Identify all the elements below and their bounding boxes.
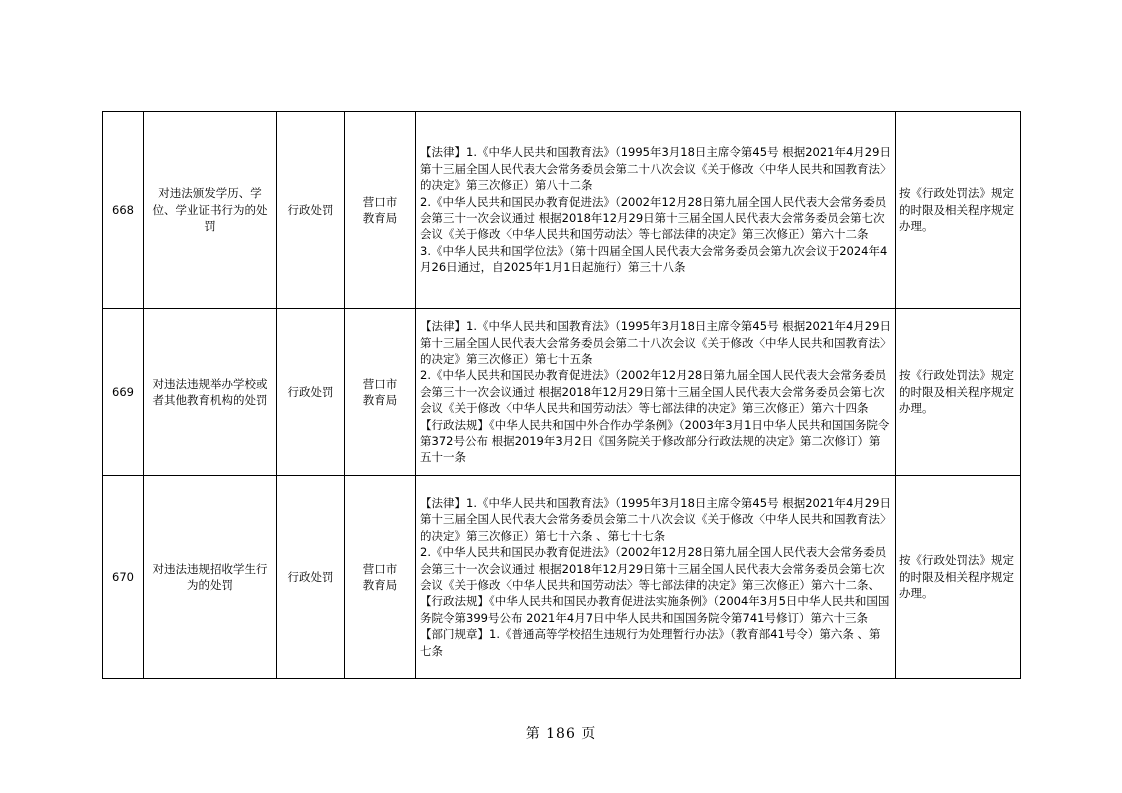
basis-paragraph: 【法律】1.《中华人民共和国教育法》（1995年3月18日主席令第45号 根据2021年4月29日第十三届全国人民代表大会常务委员会第二十八次会议《关于修改〈中华人民共和国教育法〉的决定》第三次修正）第七十六条 、第七十七条 <box>420 495 891 543</box>
procedure-note: 按《行政处罚法》规定的时限及相关程序规定办理。 <box>896 476 1021 679</box>
enforcement-table <box>102 111 1021 679</box>
row-number: 668 <box>103 112 144 309</box>
table-row <box>103 476 1021 679</box>
basis-paragraph: 【行政法规】《中华人民共和国中外合作办学条例》（2003年3月1日中华人民共和国国务院令第372号公布 根据2019年3月2日《国务院关于修改部分行政法规的决定》第二次修订）第五十一条 <box>420 417 890 465</box>
org-line: 教育局 <box>362 393 398 407</box>
org-line: 教育局 <box>362 578 398 592</box>
basis-paragraph: 2.《中华人民共和国民办教育促进法》（2002年12月28日第九届全国人民代表大会常务委员会第三十一次会议通过 根据2018年12月29日第十三届全国人民代表大会常务委员会第七次会议《关于修改〈中华人民共和国劳动法〉等七部法律的决定》第三次修正）第六十二条 <box>420 194 887 242</box>
procedure-note: 按《行政处罚法》规定的时限及相关程序规定办理。 <box>896 112 1021 309</box>
item-type: 行政处罚 <box>277 112 345 309</box>
table-row <box>103 112 1021 309</box>
item-name: 对违法违规举办学校或者其他教育机构的处罚 <box>144 309 277 476</box>
item-name: 对违法颁发学历、学位、学业证书行为的处罚 <box>144 112 277 309</box>
org-line: 教育局 <box>362 211 398 225</box>
table-row <box>103 309 1021 476</box>
basis-paragraph: 【法律】1.《中华人民共和国教育法》（1995年3月18日主席令第45号 根据2021年4月29日第十三届全国人民代表大会常务委员会第二十八次会议《关于修改〈中华人民共和国教育法〉的决定》第三次修正）第八十二条 <box>420 145 891 193</box>
basis-paragraph: 2.《中华人民共和国民办教育促进法》（2002年12月28日第九届全国人民代表大会常务委员会第三十一次会议通过 根据2018年12月29日第十三届全国人民代表大会常务委员会第七次会议《关于修改〈中华人民共和国劳动法〉等七部法律的决定》第三次修正）第六十四条 <box>420 368 887 416</box>
basis-paragraph: 【法律】1.《中华人民共和国教育法》（1995年3月18日主席令第45号 根据2021年4月29日第十三届全国人民代表大会常务委员会第二十八次会议《关于修改〈中华人民共和国教育法〉的决定》第三次修正）第七十五条 <box>420 319 891 366</box>
responsible-org <box>345 476 416 679</box>
legal-basis <box>416 476 896 679</box>
item-type: 行政处罚 <box>277 476 345 679</box>
basis-paragraph: 3.《中华人民共和国学位法》（第十四届全国人民代表大会常务委员会第九次会议于2024年4月26日通过，自2025年1月1日起施行）第三十八条 <box>420 243 888 275</box>
item-type: 行政处罚 <box>277 309 345 476</box>
responsible-org <box>345 309 416 476</box>
basis-paragraph: 2.《中华人民共和国民办教育促进法》（2002年12月28日第九届全国人民代表大会常务委员会第三十一次会议通过 根据2018年12月29日第十三届全国人民代表大会常务委员会第七次会议《关于修改〈中华人民共和国劳动法〉等七部法律的决定》第三次修正）第六十二条、 <box>420 545 887 592</box>
basis-paragraph: 【部门规章】1.《普通高等学校招生违规行为处理暂行办法》（教育部41号令）第六条 、第七条 <box>420 627 881 658</box>
row-number: 670 <box>103 476 144 679</box>
legal-basis <box>416 112 896 309</box>
row-number: 669 <box>103 309 144 476</box>
org-line: 营口市 <box>362 376 398 391</box>
basis-paragraph: 【行政法规】《中华人民共和国民办教育促进法实施条例》（2004年3月5日中华人民共和国国务院令第399号公布 2021年4月7日中华人民共和国国务院令第741号修订）第六十三条 <box>420 594 890 625</box>
org-line: 营口市 <box>362 561 398 576</box>
legal-basis <box>416 309 896 476</box>
org-line: 营口市 <box>362 194 398 209</box>
page-number: 第 186 页 <box>525 726 597 742</box>
responsible-org <box>345 112 416 309</box>
procedure-note: 按《行政处罚法》规定的时限及相关程序规定办理。 <box>896 309 1021 476</box>
item-name: 对违法违规招收学生行为的处罚 <box>144 476 277 679</box>
